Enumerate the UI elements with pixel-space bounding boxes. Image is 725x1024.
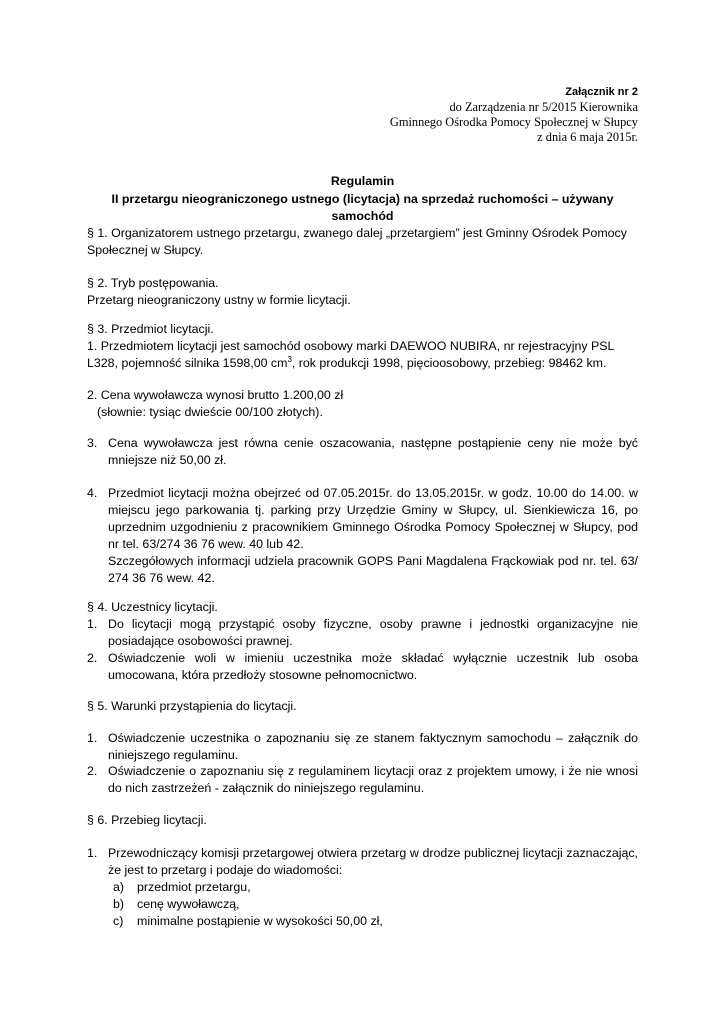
- point-text-contact: Szczegółowych informacji udziela pracownik GOPS Pani Magdalena Frąckowiak pod nr. tel. 63/ 274 36 76 wew. 42.: [108, 554, 638, 585]
- section-2-text: Przetarg nieograniczony ustny w formie licytacji.: [87, 293, 351, 307]
- point-text: Cena wywoławcza jest równa cenie oszacowania, następne postąpienie ceny nie może być mniejsze niż 50,00 zł.: [108, 436, 638, 467]
- point-1-text: 1. Przedmiotem licytacji jest samochód osobowy marki DAEWOO NUBIRA, nr rejestracyjny PSL L328, pojemność silnika 1598,00 cm: [87, 339, 614, 370]
- section-1: § 1. Organizatorem ustnego przetargu, zwanego dalej „przetargiem” jest Gminny Ośrodek Pomocy Społecznej w Słupcy.: [87, 226, 627, 257]
- item-text: Oświadczenie woli w imieniu uczestnika może składać wyłącznie uczestnik lub osoba umocowana, która przedłoży stosowne pełnomocnictwo.: [108, 651, 638, 682]
- sub-label: c): [113, 914, 124, 928]
- section-4-item-2: [87, 650, 638, 684]
- item-text: Przewodniczący komisji przetargowej otwiera przetarg w drodze publicznej licytacji zaznaczając, że jest to przetarg i podaje do wiadomości:: [108, 846, 638, 877]
- sub-label: a): [113, 880, 125, 894]
- sub-item-c: [107, 913, 607, 930]
- attachment-label: Załącznik nr 2: [565, 86, 638, 98]
- section-5-item-1: [87, 730, 638, 764]
- section-3-point-4: [87, 485, 638, 587]
- item-text: Oświadczenie uczestnika o zapoznaniu się ze stanem faktycznym samochodu – załącznik do niniejszego regulaminu.: [108, 731, 638, 762]
- section-3-point-1: [87, 338, 638, 372]
- point-1-text-end: , rok produkcji 1998, pięcioosobowy, przebieg: 98462 km.: [291, 356, 607, 370]
- attachment-header: [390, 84, 638, 145]
- section-3: [87, 321, 638, 372]
- item-text: Oświadczenie o zapoznaniu się z regulaminem licytacji oraz z projektem umowy, i że nie wnosi do nich zastrzeżeń - załącznik do niniejszego regulaminu.: [108, 764, 638, 795]
- header-line-3: z dnia 6 maja 2015r.: [537, 130, 638, 144]
- header-line-1: do Zarządzenia nr 5/2015 Kierownika: [449, 100, 638, 114]
- item-text: Do licytacji mogą przystąpić osoby fizyczne, osoby prawne i jednostki organizacyjne nie posiadające osobowości prawnej.: [108, 617, 638, 648]
- sub-text: cenę wywoławczą,: [137, 897, 240, 911]
- section-5-heading: § 5. Warunki przystąpienia do licytacji.: [87, 699, 297, 713]
- starting-price: 2. Cena wywoławcza wynosi brutto 1.200,00 zł: [87, 388, 344, 402]
- section-6-heading: § 6. Przebieg licytacji.: [87, 813, 207, 827]
- sub-text: przedmiot przetargu,: [137, 880, 251, 894]
- section-3-point-3: [87, 435, 638, 469]
- sub-label: b): [113, 897, 125, 911]
- section-2-heading: § 2. Tryb postępowania.: [87, 276, 219, 290]
- sub-item-b: [107, 896, 607, 913]
- section-5-item-2: [87, 763, 638, 797]
- item-number: 2.: [87, 764, 98, 778]
- sub-text: minimalne postąpienie w wysokości 50,00 zł,: [137, 914, 383, 928]
- point-text: Przedmiot licytacji można obejrzeć od 07.05.2015r. do 13.05.2015r. w godz. 10.00 do 14.00. w miejscu jego parkowania tj. parking przy Urzędzie Gminy w Słupcy, ul. Sienkiewicza 16, po uprzednim uzgodnieniu z pracownikiem Gminnego Ośrodka Pomocy Społecznej w Słupcy, pod nr tel. 63/274 36 76 wew. 40 lub 42.: [108, 486, 638, 551]
- sub-item-a: [107, 879, 607, 896]
- section-4-heading: § 4. Uczestnicy licytacji.: [87, 600, 218, 614]
- item-number: 1.: [87, 846, 98, 860]
- superscript: 3: [287, 354, 292, 364]
- document-subtitle: II przetargu nieograniczonego ustnego (licytacja) na sprzedaż ruchomości – używany samochód: [111, 192, 614, 223]
- point-number: 4.: [87, 486, 98, 500]
- item-number: 2.: [87, 651, 98, 665]
- document-title: Regulamin: [330, 174, 395, 188]
- section-2: [87, 275, 638, 309]
- price-in-words: (słownie: tysiąc dwieście 00/100 złotych).: [97, 405, 323, 419]
- section-3-heading: § 3. Przedmiot licytacji.: [87, 322, 214, 336]
- item-number: 1.: [87, 731, 98, 745]
- section-6-item-1: [87, 845, 638, 879]
- section-3-point-2: [87, 387, 638, 421]
- item-number: 1.: [87, 617, 98, 631]
- header-line-2: Gminnego Ośrodka Pomocy Społecznej w Słupcy: [389, 115, 638, 129]
- point-number: 3.: [87, 436, 98, 450]
- section-4-item-1: [87, 616, 638, 650]
